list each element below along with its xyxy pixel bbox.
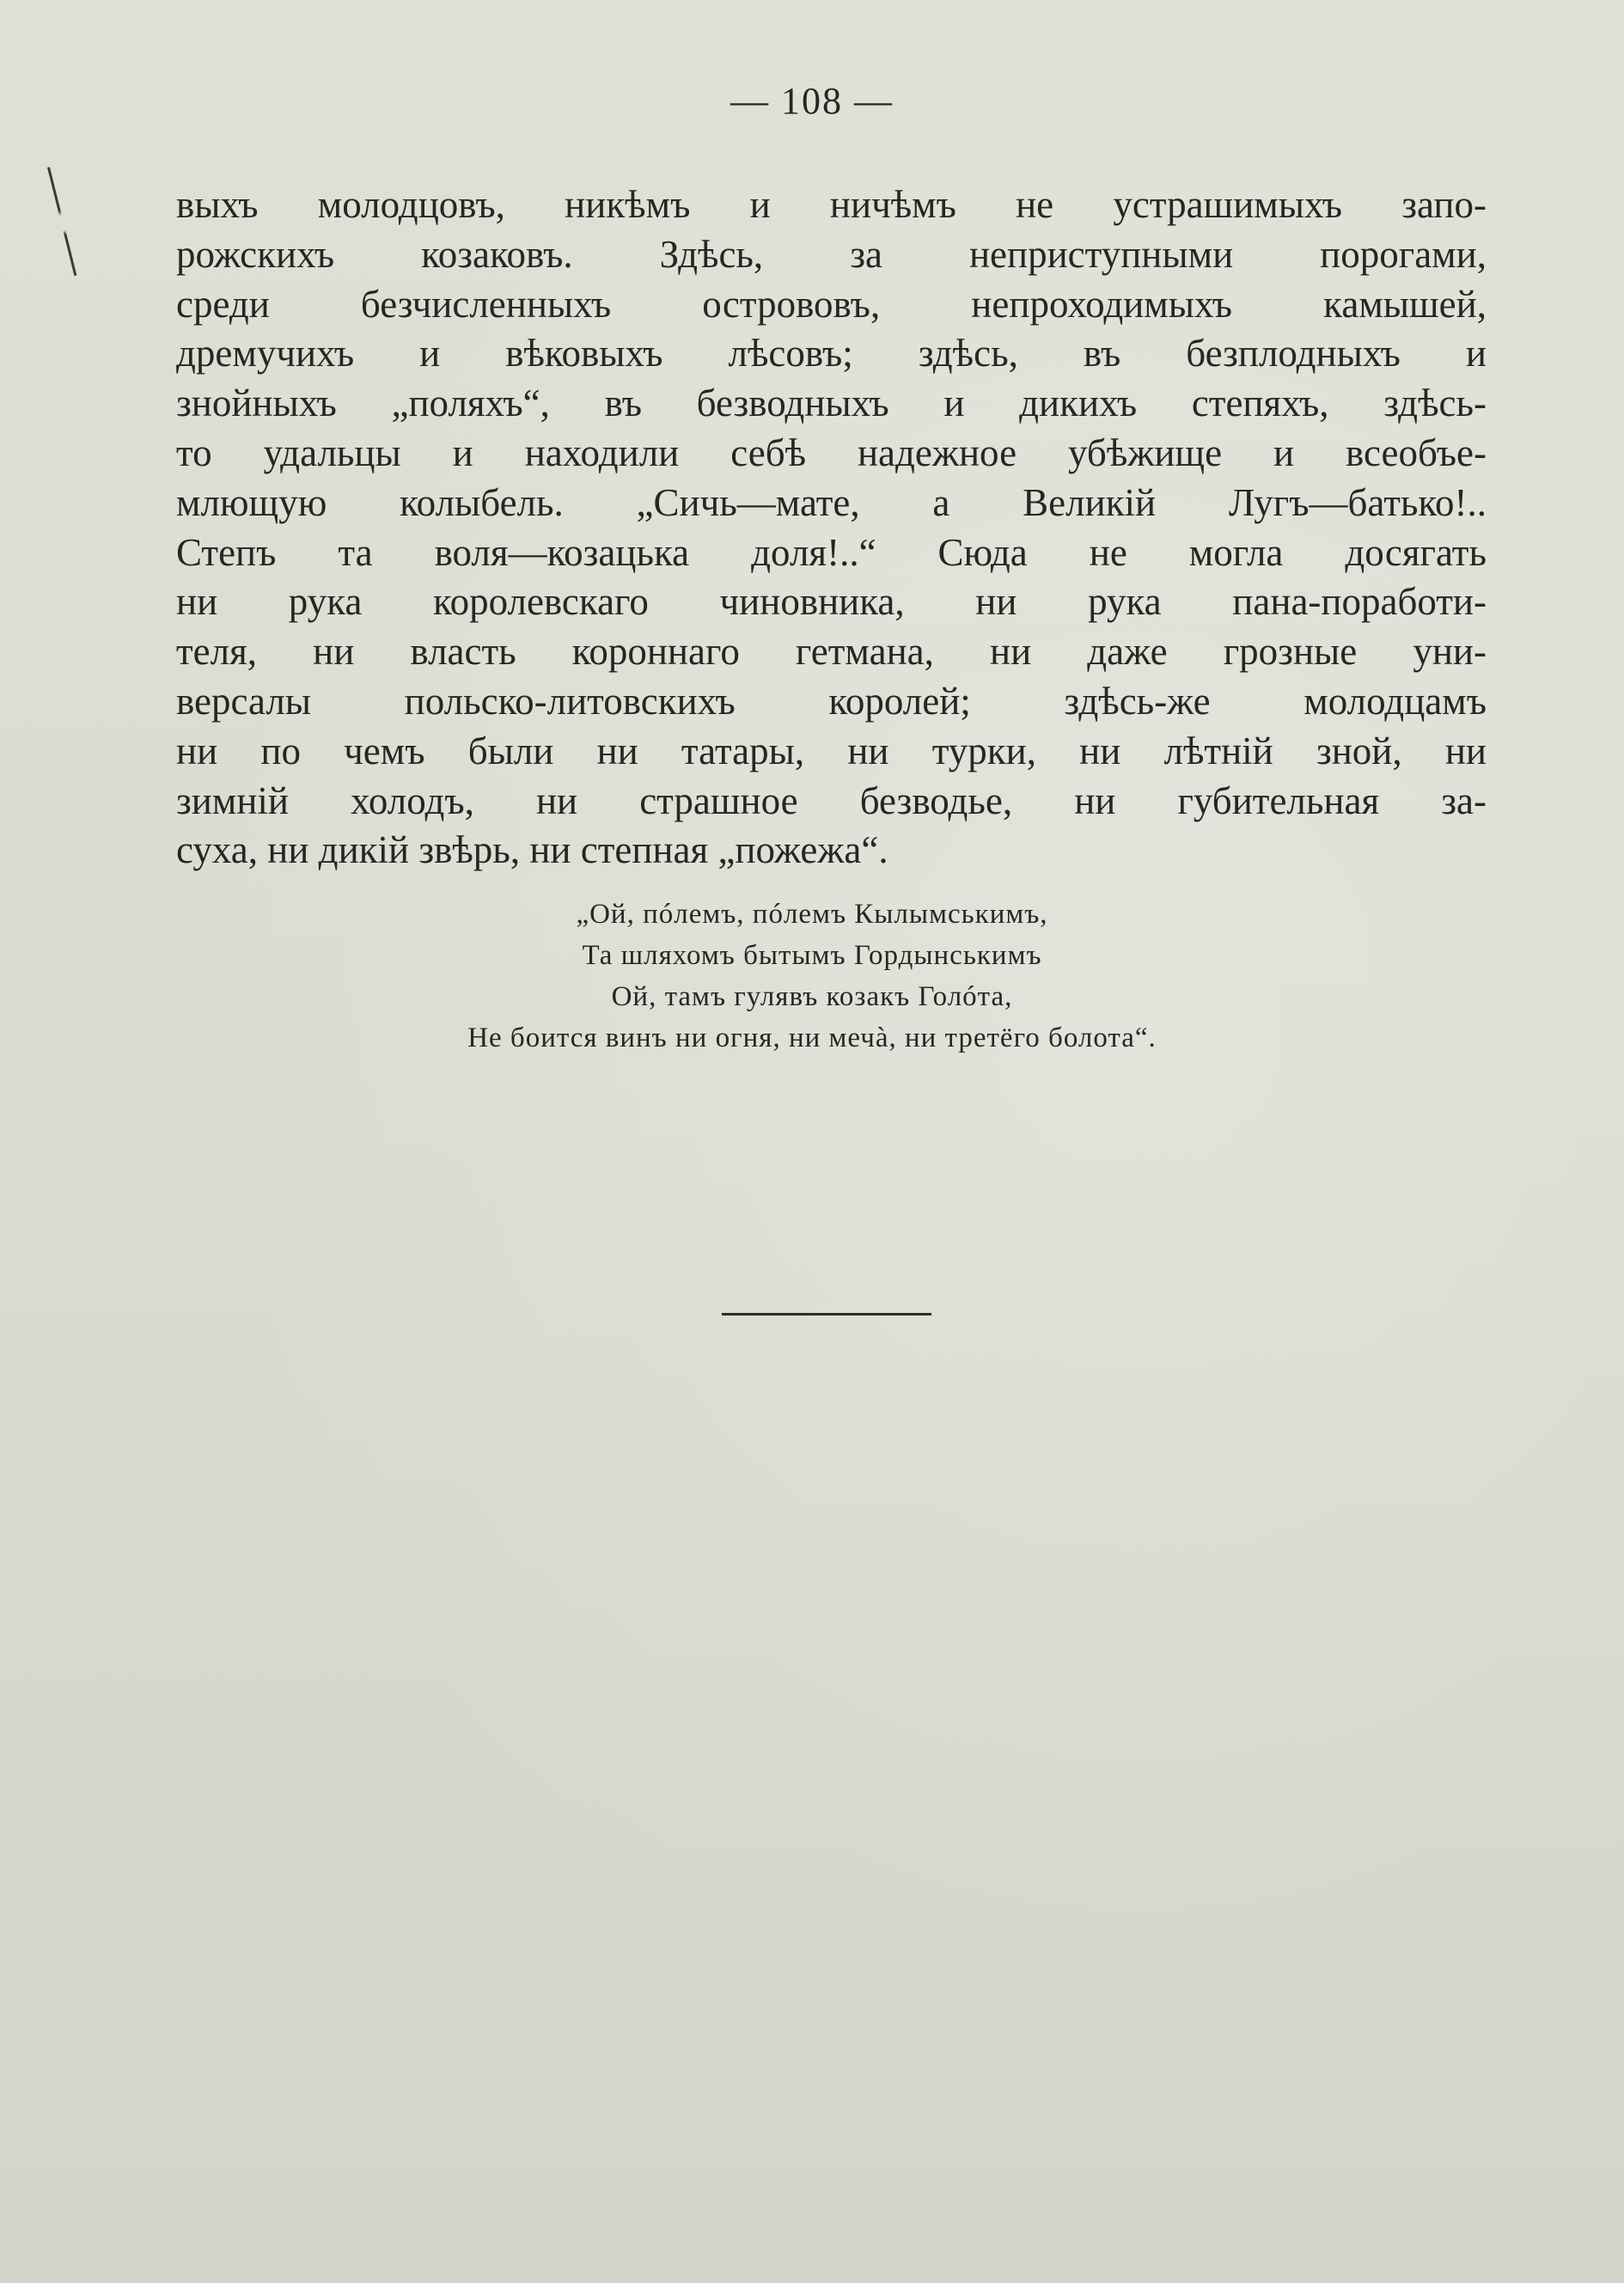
paragraph-line: ни рука королевскаго чиновника, ни рука пана-поработи-	[176, 580, 1487, 624]
page-number: — 108 —	[730, 80, 894, 122]
paragraph-line: теля, ни власть короннаго гетмана, ни даже грозные уни-	[176, 630, 1487, 674]
verse-quote	[0, 894, 1624, 1059]
paragraph-line: зимній холодъ, ни страшное безводье, ни губительная за-	[176, 778, 1487, 822]
paragraph-line: млющую колыбель. „Сичь—мате, а Великій Лугъ—батько!..	[176, 480, 1487, 524]
paragraph-line: дремучихъ и вѣковыхъ лѣсовъ; здѣсь, въ безплодныхъ и	[176, 332, 1487, 375]
paragraph-line: ни по чемъ были ни татары, ни турки, ни лѣтній зной, ни	[176, 729, 1487, 772]
verse-line: Ой, тамъ гулявъ козакъ Голóта,	[611, 981, 1013, 1012]
paragraph-line: суха, ни дикій звѣрь, ни степная „пожежа“.	[176, 828, 888, 872]
paragraph-line: Степъ та воля—козацька доля!..“ Сюда не могла досягать	[176, 530, 1487, 574]
paragraph-line: среди безчисленныхъ острововъ, непроходимыхъ камышей,	[176, 282, 1487, 326]
paragraph-line: версалы польско-литовскихъ королей; здѣсь-же молодцамъ	[176, 679, 1487, 723]
paragraph-line: знойныхъ „поляхъ“, въ безводныхъ и дикихъ степяхъ, здѣсь-	[176, 382, 1487, 425]
section-divider	[722, 1313, 931, 1315]
body-paragraph	[176, 180, 1487, 876]
paragraph-line: то удальцы и находили себѣ надежное убѣжище и всеобъе-	[176, 430, 1487, 474]
verse-line: Не боится винъ ни огня, ни мечà, ни третёго болота“.	[467, 1022, 1157, 1053]
verse-line: „Ой, пóлемъ, пóлемъ Кылымськимъ,	[576, 899, 1048, 930]
verse-line: Та шляхомъ бытымъ Гордынськимъ	[582, 940, 1042, 971]
paragraph-line: выхъ молодцовъ, никѣмъ и ничѣмъ не устрашимыхъ запо-	[176, 183, 1487, 226]
margin-pencil-mark	[47, 167, 76, 276]
paragraph-line: рожскихъ козаковъ. Здѣсь, за неприступными порогами,	[176, 232, 1487, 276]
